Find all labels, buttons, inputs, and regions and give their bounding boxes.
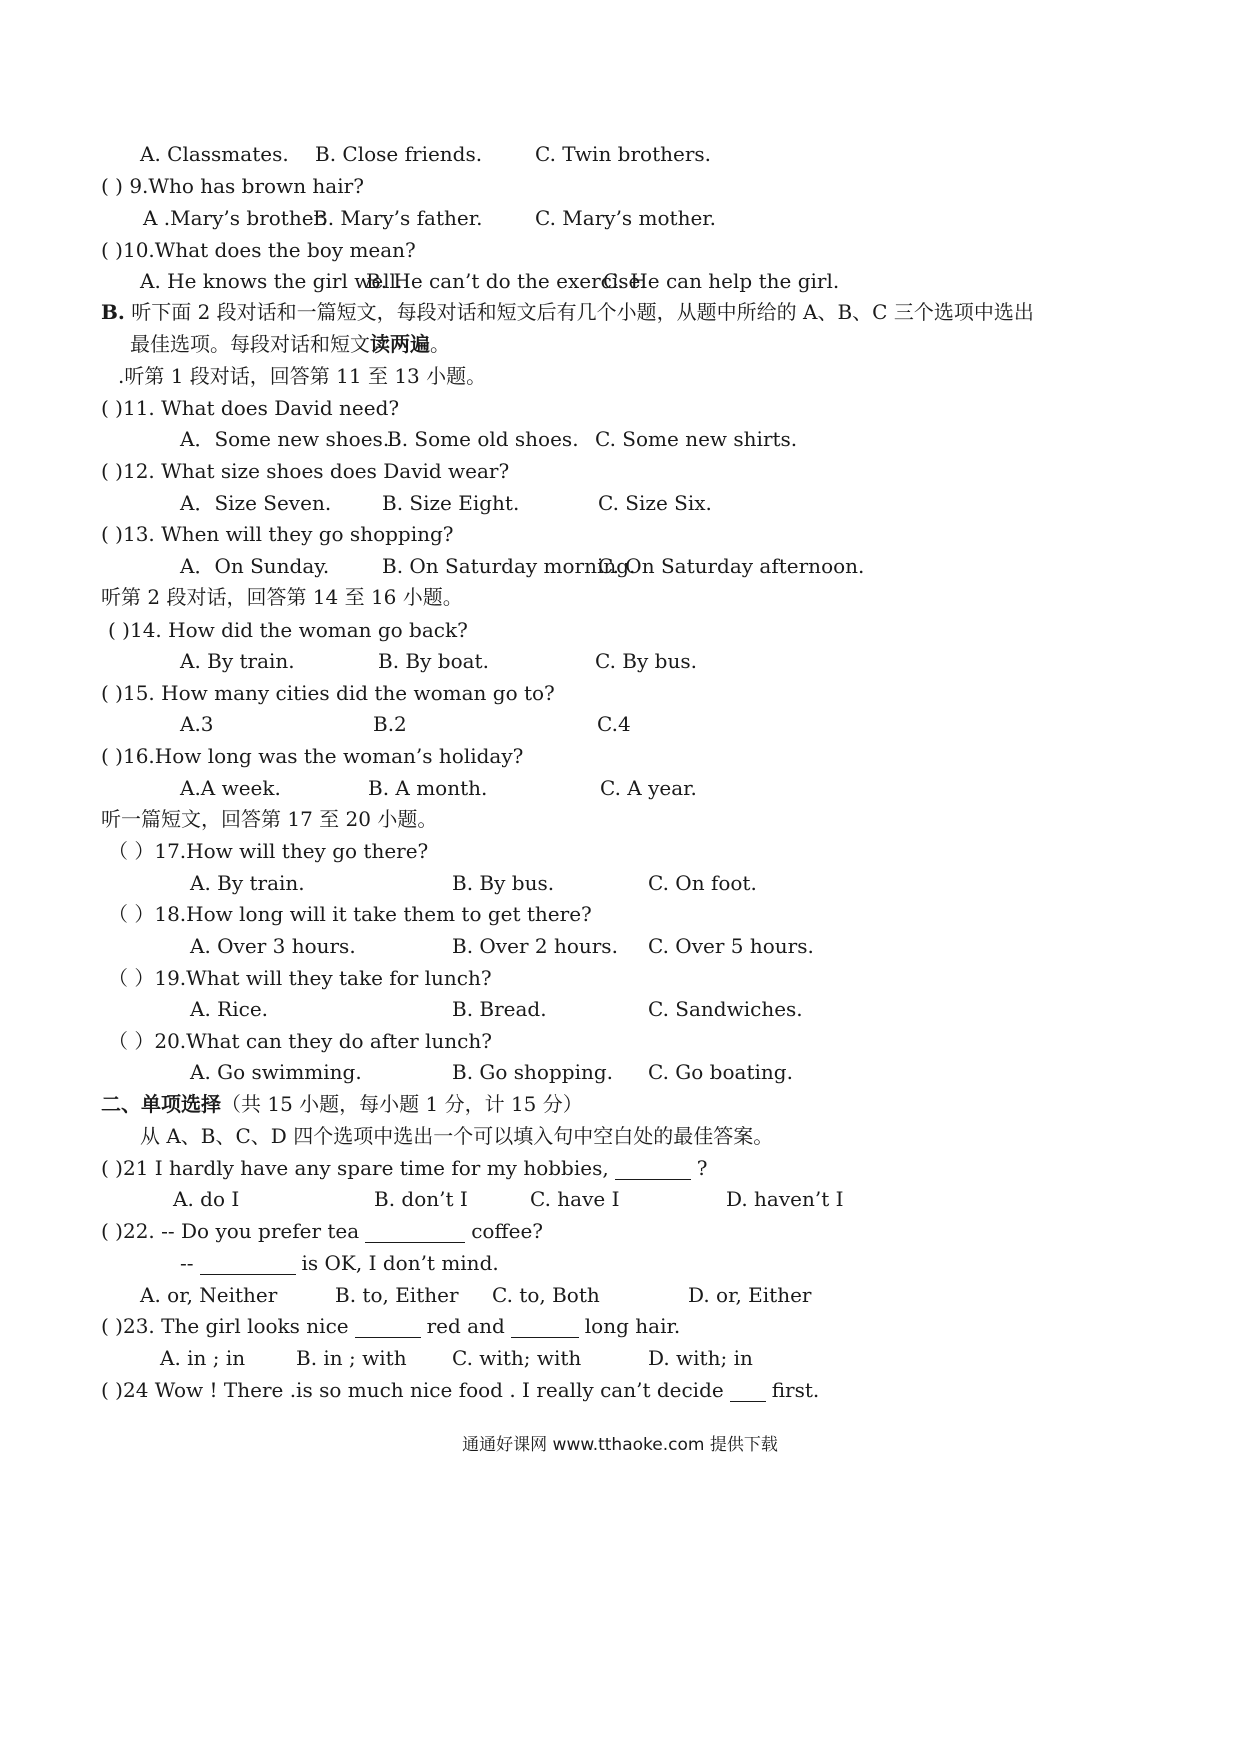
q22-stem1: -- Do you prefer tea: [161, 1219, 360, 1243]
q16-bracket: ( )16.: [101, 744, 155, 768]
q14-option-a: A. By train.: [180, 649, 295, 673]
q22-option-c: C. to, Both: [492, 1283, 600, 1307]
q21-blank: [615, 1159, 691, 1180]
q13-stem: When will they go shopping?: [161, 522, 454, 546]
q8-option-b: B. Close friends.: [315, 142, 483, 166]
q15-option-b: B.2: [373, 712, 407, 736]
q23-stem1: The girl looks nice: [161, 1314, 349, 1338]
q19-stem: What will they take for lunch?: [186, 966, 492, 990]
q17-stem: How will they go there?: [186, 839, 429, 863]
q21-bracket: ( )21: [101, 1156, 149, 1180]
q16-option-b: B. A month.: [368, 776, 488, 800]
q13-option-c: C. On Saturday afternoon.: [598, 554, 865, 578]
q17-option-b: B. By bus.: [452, 871, 555, 895]
q24-stem2: first.: [771, 1378, 820, 1402]
q16-stem: How long was the woman’s holiday?: [154, 744, 524, 768]
q23-option-b: B. in ; with: [296, 1346, 407, 1370]
q13-bracket: ( )13.: [101, 522, 155, 546]
q11-option-a: A．Some new shoes.: [180, 427, 390, 451]
part-b-label: B.: [101, 300, 125, 324]
q13-option-a: A．On Sunday.: [180, 554, 330, 578]
q20-option-c: C. Go boating.: [648, 1060, 793, 1084]
q11-option-b: B. Some old shoes.: [387, 427, 579, 451]
q24-question: [101, 1378, 819, 1402]
q12-stem: What size shoes does David wear?: [161, 459, 510, 483]
q20-option-b: B. Go shopping.: [452, 1060, 614, 1084]
q12-option-c: C. Size Six.: [598, 491, 712, 515]
section2-note: （共 15 小题，每小题 1 分，计 15 分）: [221, 1092, 583, 1116]
q12-bracket: ( )12.: [101, 459, 155, 483]
q18-option-b: B. Over 2 hours.: [452, 934, 618, 958]
q15-question: [101, 681, 555, 705]
q24-bracket: ( )24: [101, 1378, 149, 1402]
passage-heading: 听一篇短文，回答第 17 至 20 小题。: [101, 807, 438, 831]
q22-blank2: [200, 1254, 296, 1275]
q9-option-b: B. Mary’s father.: [313, 206, 483, 230]
q23-blank1: [355, 1317, 421, 1338]
q17-question: [108, 839, 428, 863]
q10-option-a: A. He knows the girl well.: [140, 269, 403, 293]
q9-stem: Who has brown hair?: [148, 174, 364, 198]
q11-question: [101, 396, 399, 420]
q11-stem: What does David need?: [161, 396, 400, 420]
q23-question: [101, 1314, 680, 1338]
q17-bracket: （ ）17.: [108, 839, 187, 863]
part-b-instruction-line2: [130, 332, 450, 356]
q11-bracket: ( )11.: [101, 396, 155, 420]
dialog2-heading: 听第 2 段对话，回答第 14 至 16 小题。: [101, 585, 463, 609]
q17-option-a: A. By train.: [190, 871, 305, 895]
part-b-text-line1: 听下面 2 段对话和一篇短文，每段对话和短文后有几个小题，从题中所给的 A、B、C 三个选项中选出: [131, 300, 1034, 324]
q16-option-a: A.A week.: [180, 776, 281, 800]
page-footer: 通通好课网 www.tthaoke.com 提供下载: [462, 1435, 778, 1455]
q23-bracket: ( )23.: [101, 1314, 155, 1338]
q22-dash: --: [180, 1251, 194, 1275]
q10-option-b: B. He can’t do the exercise.: [366, 269, 647, 293]
q16-option-c: C. A year.: [600, 776, 697, 800]
q22-bracket: ( )22.: [101, 1219, 155, 1243]
q22-option-d: D. or, Either: [688, 1283, 812, 1307]
part-b-period: 。: [430, 332, 450, 356]
q14-option-b: B. By boat.: [378, 649, 489, 673]
q18-option-c: C. Over 5 hours.: [648, 934, 814, 958]
section2-heading: [101, 1092, 583, 1116]
q22-question: [101, 1219, 543, 1243]
q21-stem: I hardly have any spare time for my hobbies,: [154, 1156, 609, 1180]
q8-option-a: A. Classmates.: [140, 142, 289, 166]
q13-question: [101, 522, 454, 546]
q22-blank1: [365, 1222, 465, 1243]
q14-option-c: C. By bus.: [595, 649, 697, 673]
q22-option-a: A. or, Neither: [140, 1283, 278, 1307]
q9-option-c: C. Mary’s mother.: [535, 206, 717, 230]
q11-option-c: C. Some new shirts.: [595, 427, 798, 451]
q10-option-c: C. He can help the girl.: [603, 269, 840, 293]
q20-stem: What can they do after lunch?: [186, 1029, 492, 1053]
q9-bracket: ( ) 9.: [101, 174, 149, 198]
q19-question: [108, 966, 492, 990]
part-b-emphasis: 读两遍: [370, 332, 430, 356]
q19-bracket: （ ）19.: [108, 966, 187, 990]
q17-option-c: C. On foot.: [648, 871, 757, 895]
q12-option-b: B. Size Eight.: [382, 491, 520, 515]
q10-bracket: ( )10.: [101, 238, 155, 262]
q15-option-c: C.4: [597, 712, 631, 736]
q21-option-a: A. do I: [173, 1187, 240, 1211]
q18-bracket: （ ）18.: [108, 902, 187, 926]
q18-question: [108, 902, 592, 926]
q20-option-a: A. Go swimming.: [190, 1060, 362, 1084]
q9-question: [101, 174, 364, 198]
q22-option-b: B. to, Either: [335, 1283, 459, 1307]
dialog1-heading: .听第 1 段对话，回答第 11 至 13 小题。: [118, 364, 487, 388]
q23-stem2: red and: [426, 1314, 505, 1338]
q13-option-b: B. On Saturday morning.: [382, 554, 636, 578]
q23-stem3: long hair.: [584, 1314, 681, 1338]
q21-question: [101, 1156, 707, 1180]
q14-stem: How did the woman go back?: [168, 618, 468, 642]
q21-option-c: C. have I: [530, 1187, 620, 1211]
q15-option-a: A.3: [180, 712, 214, 736]
q15-bracket: ( )15.: [101, 681, 155, 705]
section2-instruction: 从 A、B、C、D 四个选项中选出一个可以填入句中空白处的最佳答案。: [140, 1124, 774, 1148]
q15-stem: How many cities did the woman go to?: [161, 681, 555, 705]
q20-bracket: （ ）20.: [108, 1029, 187, 1053]
q24-stem1: Wow ! There .is so much nice food . I really can’t decide: [154, 1378, 724, 1402]
q9-option-a: A .Mary’s brother.: [143, 206, 328, 230]
q20-question: [108, 1029, 492, 1053]
q22-reply: [180, 1251, 499, 1275]
q23-blank2: [511, 1317, 579, 1338]
q12-option-a: A．Size Seven.: [180, 491, 332, 515]
q21-end: ?: [696, 1156, 708, 1180]
section2-title: 二、单项选择: [101, 1092, 221, 1116]
q23-option-c: C. with; with: [452, 1346, 582, 1370]
q21-option-b: B. don’t I: [374, 1187, 468, 1211]
q8-option-c: C. Twin brothers.: [535, 142, 712, 166]
q19-option-c: C. Sandwiches.: [648, 997, 803, 1021]
q24-blank: [730, 1381, 766, 1402]
q10-stem: What does the boy mean?: [154, 238, 416, 262]
part-b-instruction-line1: [101, 300, 1034, 324]
part-b-text-line2: 最佳选项。每段对话和短文: [130, 332, 370, 356]
q18-stem: How long will it take them to get there?: [186, 902, 592, 926]
q19-option-a: A. Rice.: [190, 997, 269, 1021]
q18-option-a: A. Over 3 hours.: [190, 934, 356, 958]
q16-question: [101, 744, 523, 768]
q22-stem2: coffee?: [471, 1219, 544, 1243]
q21-option-d: D. haven’t I: [726, 1187, 844, 1211]
q14-bracket: ( )14.: [108, 618, 162, 642]
q14-question: [108, 618, 468, 642]
q12-question: [101, 459, 509, 483]
q23-option-d: D. with; in: [648, 1346, 753, 1370]
q22-stem3: is OK, I don’t mind.: [301, 1251, 499, 1275]
q23-option-a: A. in ; in: [160, 1346, 246, 1370]
q10-question: [101, 238, 416, 262]
q19-option-b: B. Bread.: [452, 997, 547, 1021]
